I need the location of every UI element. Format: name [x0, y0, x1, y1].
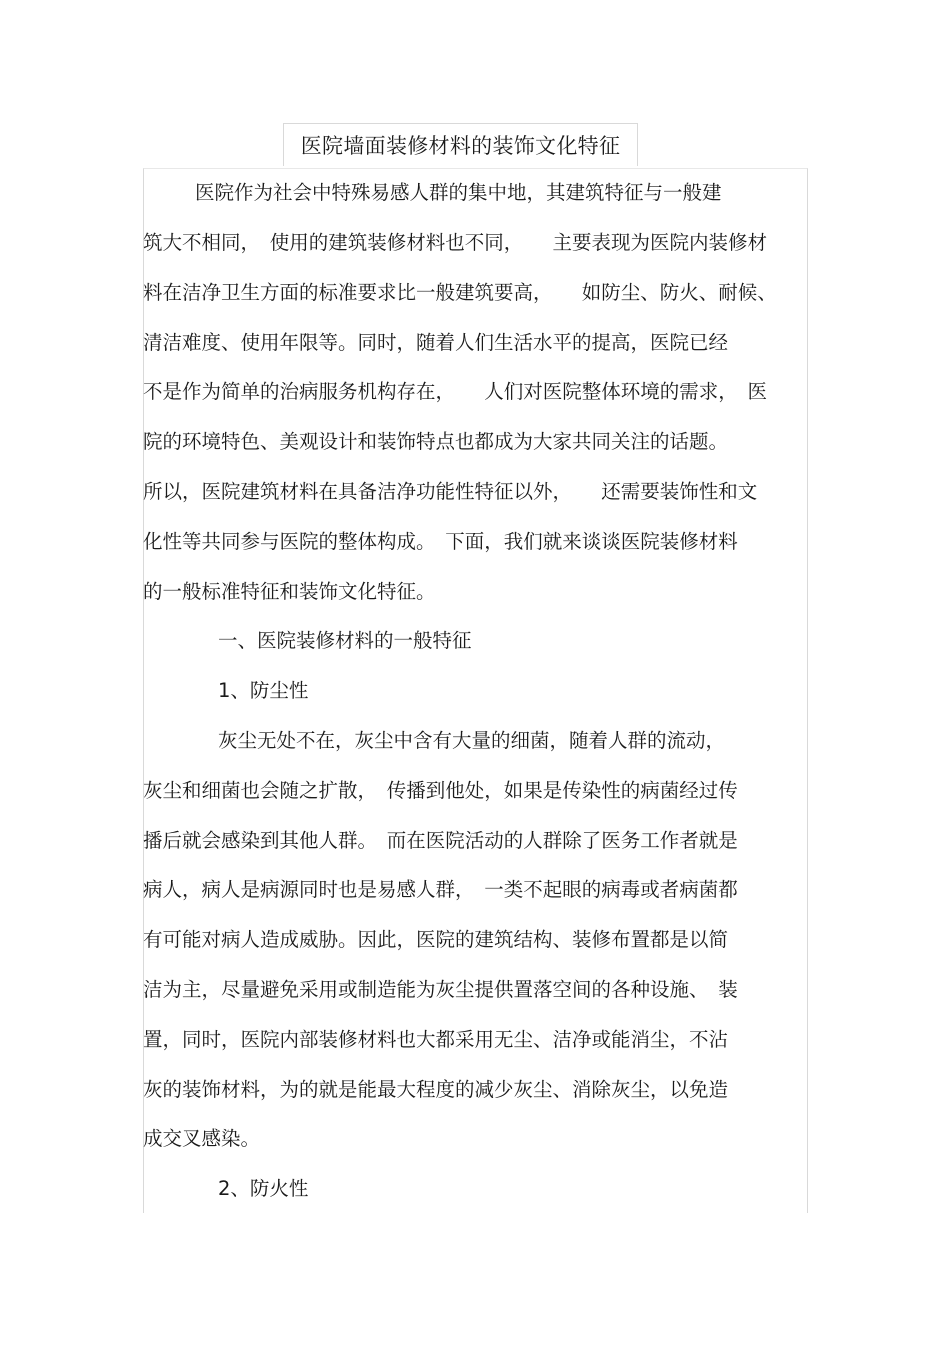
subsection-heading-1: 1、防尘性 — [218, 679, 309, 702]
text-line-9: 的一般标准特征和装饰文化特征。 — [143, 580, 436, 603]
text-line-14: 播后就会感染到其他人群。 而在医院活动的人群除了医务工作者就是 — [143, 829, 738, 852]
text-line-7: 所以，医院建筑材料在具备洁净功能性特征以外， 还需要装饰性和文 — [143, 480, 758, 503]
text-line-8: 化性等共同参与医院的整体构成。 下面，我们就来谈谈医院装修材料 — [143, 530, 738, 553]
text-line-17: 洁为主，尽量避免采用或制造能为灰尘提供置落空间的各种设施、 装 — [143, 978, 738, 1001]
text-line-20: 成交叉感染。 — [143, 1127, 261, 1150]
text-line-3: 料在洁净卫生方面的标准要求比一般建筑要高， 如防尘、防火、耐候、 — [143, 281, 777, 304]
text-line-4: 清洁难度、使用年限等。同时，随着人们生活水平的提高，医院已经 — [143, 331, 729, 354]
section-heading: 一、医院装修材料的一般特征 — [218, 629, 472, 652]
subsection-heading-2: 2、防火性 — [218, 1177, 309, 1200]
text-line-16: 有可能对病人造成威胁。因此，医院的建筑结构、装修布置都是以简 — [143, 928, 729, 951]
document-title: 医院墙面装修材料的装饰文化特征 — [300, 134, 621, 158]
text-line-6: 院的环境特色、美观设计和装饰特点也都成为大家共同关注的话题。 — [143, 430, 729, 453]
text-line-19: 灰的装饰材料，为的就是能最大程度的减少灰尘、消除灰尘，以免造 — [143, 1078, 729, 1101]
text-line-2: 筑大不相同， 使用的建筑装修材料也不同， 主要表现为医院内装修材 — [143, 231, 768, 254]
text-line-5: 不是作为简单的治病服务机构存在， 人们对医院整体环境的需求， 医 — [143, 380, 768, 403]
text-line-12: 灰尘无处不在，灰尘中含有大量的细菌，随着人群的流动， — [218, 729, 726, 752]
text-line-13: 灰尘和细菌也会随之扩散， 传播到他处，如果是传染性的病菌经过传 — [143, 779, 738, 802]
text-line-18: 置，同时，医院内部装修材料也大都采用无尘、洁净或能消尘，不沾 — [143, 1028, 729, 1051]
text-line-15: 病人，病人是病源同时也是易感人群， 一类不起眼的病毒或者病菌都 — [143, 878, 738, 901]
text-line-1: 医院作为社会中特殊易感人群的集中地，其建筑特征与一般建 — [195, 181, 722, 204]
